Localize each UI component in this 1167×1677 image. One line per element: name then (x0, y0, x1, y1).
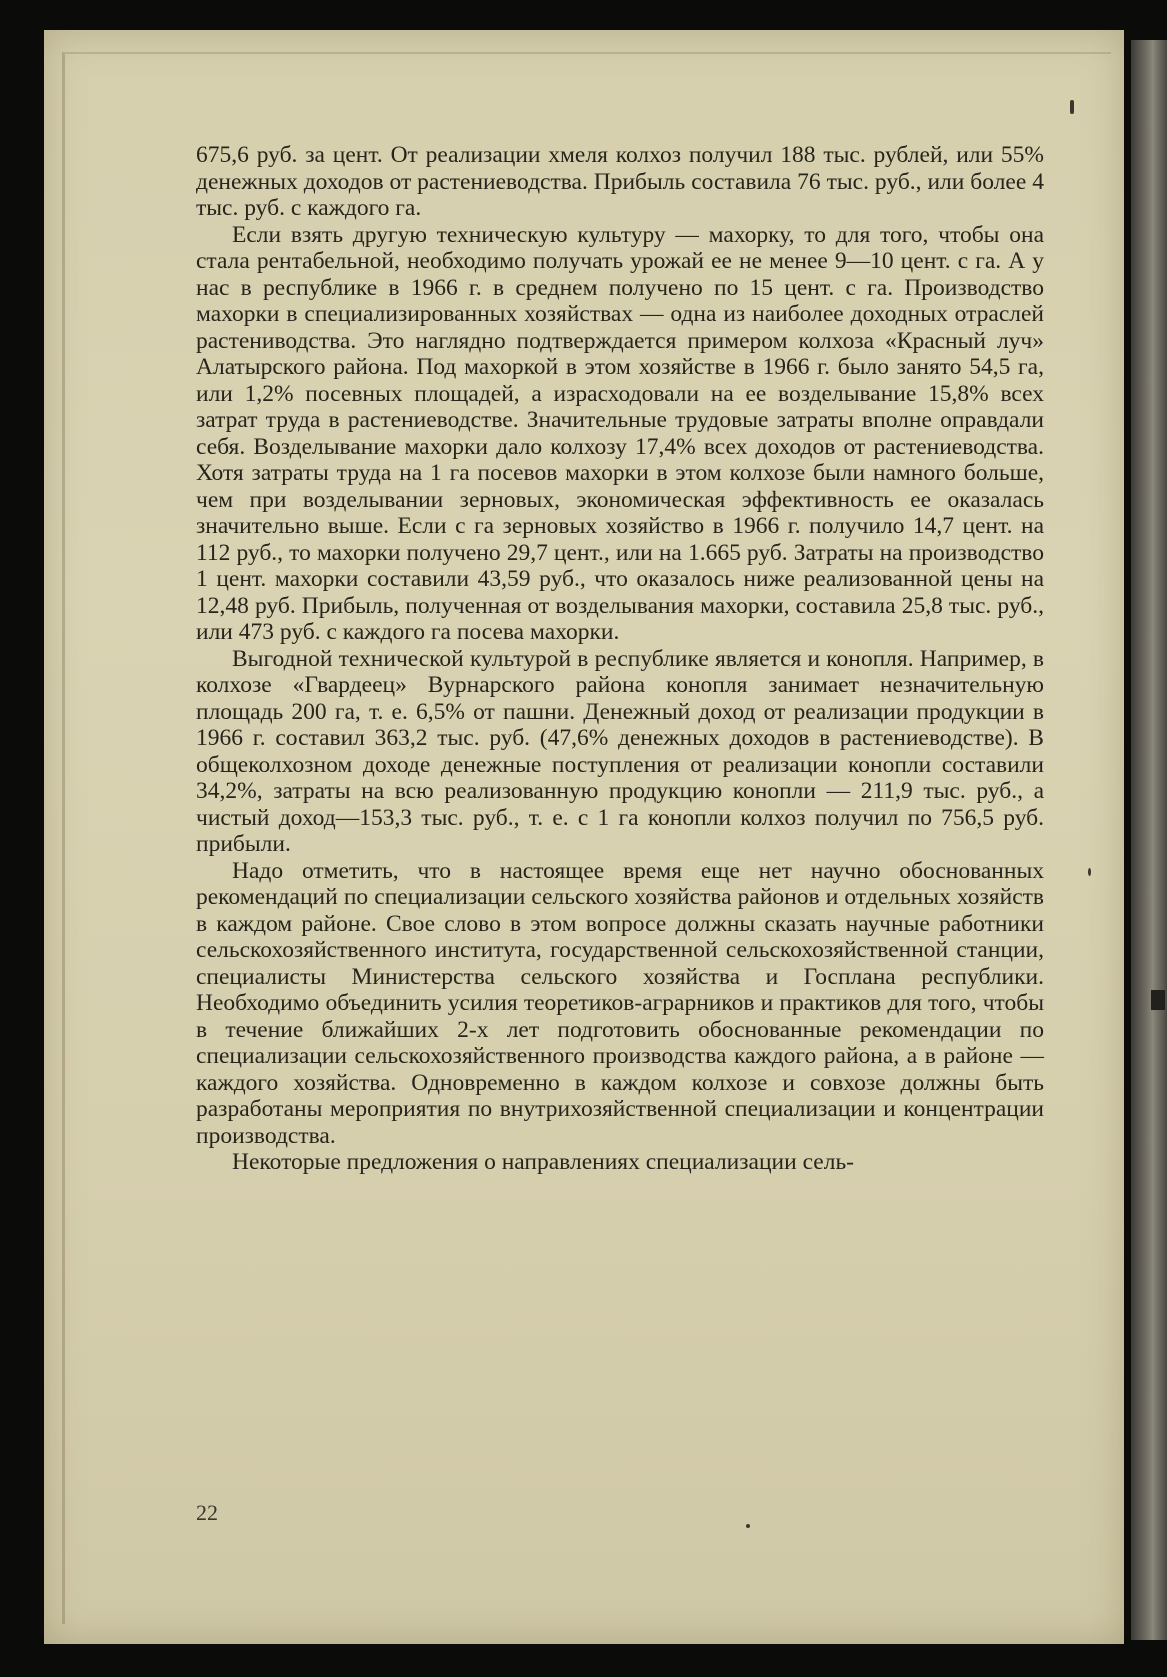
ink-speck (1070, 100, 1074, 114)
page-number: 22 (196, 1500, 218, 1525)
spine-marker (1151, 990, 1165, 1010)
paragraph: Некоторые предложения о направлениях специализации сель- (232, 1149, 854, 1175)
book-spine (1131, 40, 1167, 1640)
paragraph: Надо отметить, что в настоящее время еще нет научно обоснованных рекомендаций по специализации сельского хозяйства районов и отдельных хозяйств в каждом районе. Свое слово в этом вопросе должны сказать научные работники сельскохозяйственного института, государственной сельскохозяйственной станции, специалисты Министерства сельского хозяйства и Госплана республики. Необходимо объединить усилия теоретиков-аграрников и практиков для того, чтобы в течение ближайших 2-х лет подготовить обоснованные рекомендации по специализации сельскохозяйственного производства каждого района, а в районе — каждого хозяйства. Одновременно в каждом колхозе и совхозе должны быть разработаны мероприятия по внутрихозяйственной специализации и концентрации производства. (196, 857, 1044, 1149)
paragraph: Если взять другую техническую культуру — махорку, то для того, чтобы она стала рентабельной, необходимо получать урожай ее не менее 9—10 цент. с га. А у нас в республике в 1966 г. в среднем получено по 15 цент. с га. Производство махорки в специализированных хозяйствах — одна из наиболее доходных отраслей растениводства. Это наглядно подтверждается примером колхоза «Красный луч» Алатырского района. Под махоркой в этом хозяйстве в 1966 г. было занято 54,5 га, или 1,2% посевных площадей, а израсходовали на ее возделывание 15,8% всех затрат труда в растениеводстве. Значительные трудовые затраты вполне оправдали себя. Возделывание махорки дало колхозу 17,4% всех доходов от растениеводства. Хотя затраты труда на 1 га посевов махорки в этом колхозе были намного больше, чем при возделывании зерновых, экономическая эффективность ее оказалась значительно выше. Если с га зерновых хозяйство в 1966 г. получило 14,7 цент. на 112 руб., то махорки получено 29,7 цент., или на 1.665 руб. Затраты на производство 1 цент. махорки составили 43,59 руб., что оказалось ниже реализованной цены на 12,48 руб. Прибыль, полученная от возделывания махорки, составила 25,8 тыс. руб., или 473 руб. с каждого га посева махорки. (196, 221, 1044, 645)
paragraph: 675,6 руб. за цент. От реализации хмеля колхоз получил 188 тыс. рублей, или 55% денежных доходов от растениеводства. Прибыль составила 76 тыс. руб., или более 4 тыс. руб. с каждого га. (196, 142, 1044, 221)
ink-speck (1088, 868, 1091, 876)
body-text (196, 142, 1044, 1176)
paragraph: Выгодной технической культурой в республике является и конопля. Например, в колхозе «Гвардеец» Вурнарского района конопля занимает незначительную площадь 200 га, т. е. 6,5% от пашни. Денежный доход от реализации продукции в 1966 г. составил 363,2 тыс. руб. (47,6% денежных доходов в растениеводстве). В общеколхозном доходе денежные поступления от реализации конопли составили 34,2%, затраты на всю реализованную продукцию конопли — 211,9 тыс. руб., а чистый доход—153,3 тыс. руб., т. е. с 1 га конопли колхоз получил по 756,5 руб. прибыли. (196, 645, 1044, 857)
ink-speck (746, 1524, 750, 1528)
